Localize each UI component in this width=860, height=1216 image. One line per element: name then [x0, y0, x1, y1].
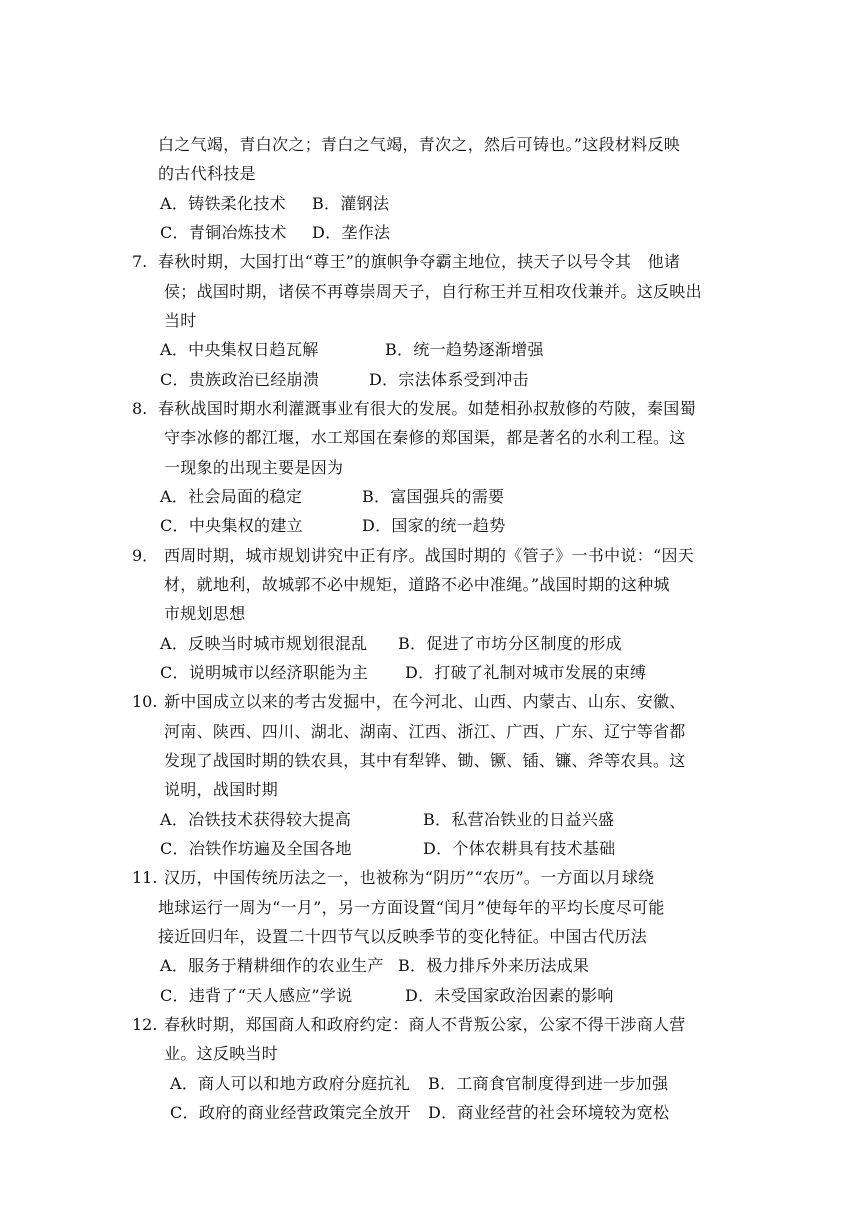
option-b: B．私营冶铁业的日益兴盛: [423, 810, 615, 829]
option-b: B．富国强兵的需要: [362, 487, 505, 506]
option-b: B．工商食官制度得到进一步加强: [428, 1074, 669, 1093]
option-d: D．垄作法: [312, 223, 391, 242]
question-stem-line: 市规划思想: [164, 604, 246, 623]
question-stem-line: 的古代科技是: [158, 164, 256, 183]
question-stem-line: 地球运行一周为“一月”，另一方面设置“闰月”使每年的平均长度尽可能: [158, 898, 665, 917]
option-d: D．个体农耕具有技术基础: [423, 839, 616, 858]
option-b: B．极力排斥外来历法成果: [398, 956, 590, 975]
option-b: B．统一趋势逐渐增强: [385, 340, 544, 359]
option-a: A．铸铁柔化技术: [160, 194, 286, 213]
option-b: B．灌钢法: [312, 194, 390, 213]
option-a: A．冶铁技术获得较大提高: [160, 810, 352, 829]
option-a: A．中央集权日趋瓦解: [160, 340, 319, 359]
option-a: A．商人可以和地方政府分庭抗礼: [170, 1074, 411, 1093]
option-d: D．宗法体系受到冲击: [369, 370, 529, 389]
question-stem-line: 发现了战国时期的铁农具，其中有犁铧、锄、镢、锸、镰、斧等农具。这: [164, 751, 686, 770]
option-d: D．未受国家政治因素的影响: [405, 986, 614, 1005]
option-c: C．青铜冶炼技术: [160, 223, 287, 242]
question-stem-line: 汉历，中国传统历法之一，也被称为“阴历”“农历”。一方面以月球绕: [164, 868, 655, 887]
question-number: 10.: [132, 692, 158, 711]
option-c: C．政府的商业经营政策完全放开: [170, 1103, 411, 1122]
question-stem-line: 一现象的出现主要是因为: [164, 458, 344, 477]
option-c: C．违背了“天人感应”学说: [160, 986, 353, 1005]
question-stem-line: 河南、陕西、四川、湖北、湖南、江西、浙江、广西、广东、辽宁等省都: [164, 722, 686, 741]
question-stem-line: 春秋时期，大国打出“尊王”的旗帜争夺霸主地位，挟天子以号令其 他诸: [158, 252, 681, 271]
question-stem-line: 春秋时期，郑国商人和政府约定：商人不背叛公家，公家不得干涉商人营: [164, 1015, 686, 1034]
question-number: 11.: [132, 868, 158, 887]
question-stem-line: 业。这反映当时: [164, 1044, 279, 1063]
question-stem-line: 材，就地利，故城郭不必中规矩，道路不必中准绳。”战国时期的这种城: [164, 575, 670, 594]
question-number: 7.: [132, 252, 148, 271]
question-number: 12.: [132, 1015, 158, 1034]
question-stem-line: 侯；战国时期，诸侯不再尊崇周天子，自行称王并互相攻伐兼并。这反映出: [164, 282, 702, 301]
option-d: D．国家的统一趋势: [362, 516, 506, 535]
option-c: C．贵族政治已经崩溃: [160, 370, 320, 389]
question-stem-line: 接近回归年，设置二十四节气以反映季节的变化特征。中国古代历法: [158, 927, 648, 946]
option-c: C．中央集权的建立: [160, 516, 303, 535]
question-stem-line: 新中国成立以来的考古发掘中，在今河北、山西、内蒙古、山东、安徽、: [164, 692, 686, 711]
question-stem-line: 白之气竭，青白次之；青白之气竭，青次之，然后可铸也。”这段材料反映: [158, 135, 681, 154]
option-d: D．打破了礼制对城市发展的束缚: [405, 663, 647, 682]
option-a: A．服务于精耕细作的农业生产: [160, 956, 384, 975]
option-c: C．说明城市以经济职能为主: [160, 663, 369, 682]
option-a: A．社会局面的稳定: [160, 487, 303, 506]
question-stem-line: 西周时期，城市规划讲究中正有序。战国时期的《管子》一书中说：“因天: [164, 546, 695, 565]
option-c: C．冶铁作坊遍及全国各地: [160, 839, 352, 858]
question-stem-line: 守李冰修的都江堰，水工郑国在秦修的郑国渠，都是著名的水利工程。这: [164, 428, 686, 447]
option-b: B．促进了市坊分区制度的形成: [398, 634, 622, 653]
question-stem-line: 春秋战国时期水利灌溉事业有很大的发展。如楚相孙叔敖修的芍陂，秦国蜀: [158, 399, 696, 418]
question-number: 8.: [132, 399, 148, 418]
question-stem-line: 当时: [164, 311, 197, 330]
question-stem-line: 说明，战国时期: [164, 780, 279, 799]
option-a: A．反映当时城市规划很混乱: [160, 634, 368, 653]
question-number: 9．: [132, 546, 159, 565]
option-d: D．商业经营的社会环境较为宽松: [428, 1103, 670, 1122]
